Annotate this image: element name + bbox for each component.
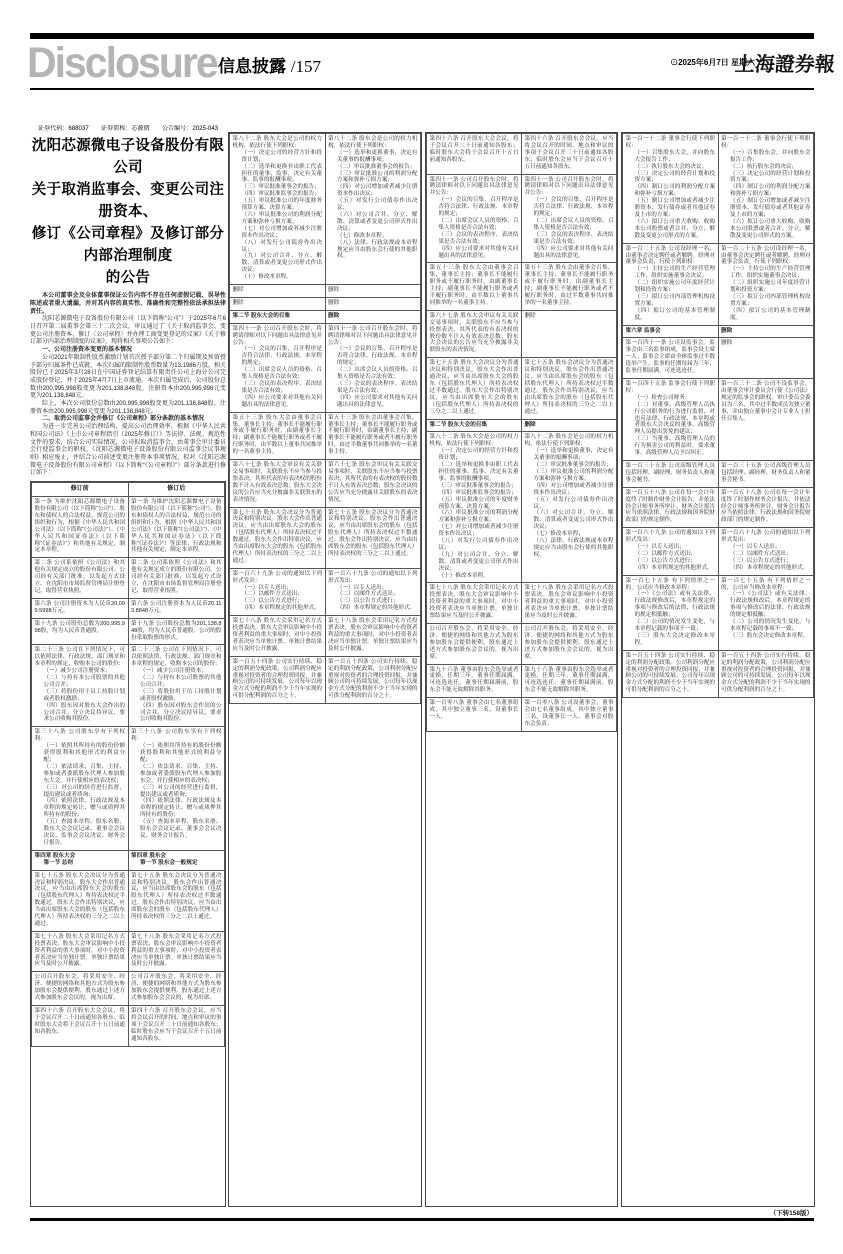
- table-row: [230, 656, 421, 703]
- table-row: [623, 243, 814, 325]
- cell-before: 第六章 监事会: [623, 325, 719, 338]
- announcement-body: [30, 293, 226, 478]
- cell-before: 第四十一条 公司召开股东会时，将聘请律师对以下问题出具法律意见并公告： （一）会议的召集、召开程序是否符合法律、行政法规、本章程的规定； （二）出席会议人员的资格、召集人资格是否合法有效； （三）会议的表决程序、表决结果是否合法有效； （四）应公司要求对其他有关问题出具的法律意见。: [230, 323, 326, 412]
- cell-after: 第一百五十四条 公司实行持续、稳定的利润分配政策，公司利润分配应重视对投资者的合理投资回报，并兼顾公司的可持续发展。公司每年以现金方式分配的利润不少于当年实现的可供分配利润的百分之十。: [718, 650, 814, 697]
- cell-before: 第一百六十九条 公司的通知以下列形式发出： （一）以专人送出； （二）以邮件方式送出； （三）以公告方式进行； （四）本章程规定的其他形式。: [230, 568, 326, 615]
- cell-before: 删除: [230, 285, 326, 298]
- cell-after: 第一百六十九条 公司的通知以下列形式发出： （一）以专人送出； （二）以邮件方式送出； （三）以公告方式进行； （四）本章程规定的其他形式。: [718, 528, 814, 575]
- revision-table-col2: [229, 133, 421, 704]
- cell-after: 第四章 股东会 第一节 股东会一般规定: [128, 850, 225, 870]
- cell-after: 公司召开股东会，将采用安全、经济、便捷的网络和其他方式为股东参加股东会提供便利。股东通过上述方式参加股东会会议的，视为出席。: [522, 624, 617, 665]
- table-row: [623, 487, 814, 528]
- cell-after: 第六条 公司注册资本为人民币20,113.8848万元。: [128, 598, 225, 618]
- revision-table-wrap-4: [621, 132, 815, 1207]
- cell-after: 第一条 为维护沈阳芯源微电子设备股份有限公司（以下简称“公司”）、股东和债权人的合法权益，规范公司的组织和行为，根据《中华人民共和国公司法》（以下简称“《公司法》”）、《中华人民共和国证券法》（以下简称“《证券法》”）等法律、行政法规和其他有关规定，制定本章程。: [128, 497, 225, 558]
- cell-before: 第一条 为维护沈阳芯源微电子设备股份有限公司（以下简称“公司”）、股东和债权人的合法权益，规范公司的组织和行为，根据《中华人民共和国公司法》（以下简称“《公司法》”）、《中华人民共和国证券法》（以下简称“《证券法》”）和其他有关规定，制定本章程。: [32, 497, 129, 558]
- cell-after: 第四十六条 召开股东会会议，应当将会议召开的时间、地点和审议的事项于会议召开二十日前通知各股东；临时股东会应当于会议召开十五日前通知各股东。: [128, 1006, 225, 1047]
- cell-after: 第一百七十五条 有下列情形之一的，公司应当修改本章程： （一）《公司法》或有关法律、行政法规修改后，本章程规定的事项与修改后的法律、行政法规的规定相抵触； （二）公司的情况发生变化，与本章程记载的事项不一致； （三）股东会决定修改本章程。: [718, 575, 814, 650]
- revision-table-col4: [622, 133, 814, 698]
- cell-before: 删除: [230, 297, 326, 310]
- cell-before: 第四十六条 召开股东大会会议，将于会议召开二十日前通知各股东；临时股东大会将于会议召开十五日前通知各股东。: [427, 134, 522, 175]
- cell-after: 第一百零八条 公司设董事会，董事会由七名董事组成，其中独立董事三名，设董事长一人。董事会对股东会负责。: [522, 698, 617, 732]
- cell-before: 第一百五十八条 公司在每一会计年度终了时制作财务会计报告，并依法经会计师事务所审计。财务会计报告应当依照法律、行政法规和国务院财政部门的规定制作。: [623, 487, 719, 528]
- table-row: [623, 325, 814, 338]
- table-row: [427, 698, 617, 732]
- table-row: [623, 338, 814, 379]
- cell-after: 第二条 公司系依照《公司法》和其他有关规定成立的股份有限公司。公司经有关部门批准，以发起方式设立，在沈阳市市场监督管理局注册登记，取得营业执照。: [128, 558, 225, 599]
- table-row: [32, 558, 225, 599]
- table-row: [623, 575, 814, 650]
- cell-before: 第一百六十九条 公司的通知以下列形式发出： （一）以专人送出； （二）以邮件方式送出； （三）以公告方式进行； （四）本章程规定的其他形式。: [623, 528, 719, 575]
- bottom-rule: [30, 1218, 814, 1221]
- title-line: 沈阳芯源微电子设备股份有限公司: [31, 138, 225, 177]
- cell-before: 第六条 公司注册资本为人民币20,099.5998万元。: [32, 598, 129, 618]
- cell-before: 第七十五条 股东大会决议分为普通决议和特别决议。股东大会作出普通决议，应当由出席股东大会的股东（包括股东代理人）所持表决权过半数通过。股东大会作出特别决议，应当由出席股东大会的股东（包括股东代理人）所持表决权的三分之二以上通过。: [230, 507, 326, 568]
- cell-after: 第四十六条 召开股东会会议，应当将会议召开的时间、地点和审议的事项于会议召开二十日前通知各股东；临时股东会应当于会议召开十五日前通知各股东。: [522, 134, 617, 175]
- cell-before: 公司召开股东会，将采用安全、经济、便捷的网络和其他方式为股东参加股东会提供便利。股东通过上述方式参加股东会会议的，视为出席。: [427, 624, 522, 665]
- section-heading: 二、取消公司监事会并修订《公司章程》部分条款的基本情况: [42, 416, 205, 423]
- cell-before: 第四章 股东大会 第一节 总则: [32, 850, 129, 870]
- revision-table-col3: [426, 133, 617, 732]
- cell-after: 第十九条 公司股份总数为201,138,848股，均为人民币普通股。公司的股份采取股票的形式。: [128, 618, 225, 645]
- cell-before: 第十九条 公司股份总数为200,995,998股，均为人民币普通股。: [32, 618, 129, 645]
- cell-before: 第二十三条 公司在下列情况下，可以依照法律、行政法规、部门规章和本章程的规定，收购本公司的股份： （一）减少公司注册资本； （二）与持有本公司股票的其他公司合并； （三）将股份用于员工持股计划或者股权激励； （四）股东因对股东大会作出的公司合并、分立决议持异议，要求公司收购其股份。: [32, 645, 129, 727]
- table-row: [230, 297, 421, 310]
- cell-after: 第九十六条 董事由股东会选举或者更换，任期三年。董事任期届满，可连选连任。董事任期届满前，股东会不能无故解除其职务。: [522, 664, 617, 698]
- table-row: [623, 134, 814, 244]
- cell-before: 第一百四十五条 监事会行使下列职权： （一）检查公司财务； （二）对董事、高级管理人员执行公司职务的行为进行监督，对违反法律、行政法规、本章程或者股东大会决议的董事、高级管理人员提出罢免的建议； （三）当董事、高级管理人员的行为损害公司的利益时，要求董事、高级管理人员予以纠正。: [623, 379, 719, 461]
- cell-after: 第七十八条 股东会采用记名方式投票表决。股东会审议影响中小投资者利益的重大事项时，对中小投资者表决应当单独计票。单独计票结果应当及时公开披露。: [522, 583, 617, 624]
- table-row: [427, 664, 617, 698]
- title-line: 的公告: [105, 270, 151, 287]
- table-row: [230, 134, 421, 285]
- cell-before: 第七十八条 股东大会采用记名方式投票表决。股东大会审议影响中小投资者利益的重大事项时，对中小投资者表决应当单独计票。单独计票结果应当及时公开披露。: [427, 583, 522, 624]
- paragraph: 为进一步完善公司治理结构，提高公司治理效率，根据《中华人民共和国公司法》《上市公司章程指引（2025年修订）》等法律、法规、规范性文件的要求，结合公司实际情况，公司拟取消监事会，由董事会审计委员会行使监事会的职权，《沈阳芯源微电子设备股份有限公司监事会议事规则》相应废止，并结合公司前述变更注册资本事项情况，拟对《沈阳芯源微电子设备股份有限公司章程》（以下简称“《公司章程》”）部分条款进行修订如下：: [30, 424, 226, 477]
- cell-before: 第七十五条 股东大会决议分为普通决议和特别决议。股东大会作出普通决议，应当由出席股东大会的股东（包括股东代理人）所持表决权过半数通过。股东大会作出特别决议，应当由出席股东大会的股东（包括股东代理人）所持表决权的三分之二以上通过。: [32, 870, 129, 931]
- cell-after: 删除: [325, 297, 421, 310]
- cell-before: 第九十六条 董事由股东会选举或者更换，任期三年。董事任期届满，可连选连任。董事任期届满前，股东会不能无故解除其职务。: [427, 664, 522, 698]
- table-row: [230, 568, 421, 615]
- cell-after: 删除: [522, 310, 617, 357]
- cell-after: 第七十八条 股东会采用记名方式投票表决。股东会审议影响中小投资者利益的重大事项时，对中小投资者表决应当单独计票。单独计票结果应当及时公开披露。: [128, 931, 225, 972]
- table-row: [32, 598, 225, 618]
- cell-before: 第五十三条 股东大会由董事会召集，董事长主持；董事长不能履行职务或不履行职务时，由副董事长主持；副董事长不能履行职务或者不履行职务时，由半数以上董事共同推举的一名董事主持。: [230, 412, 326, 459]
- cell-after: 第一百五十八条 公司在每一会计年度终了时制作财务会计报告，并依法经会计师事务所审计。财务会计报告应当依照法律、行政法规和国务院财政部门的规定制作。: [718, 487, 814, 528]
- cell-after: 第四十一条 公司召开股东会时，将聘请律师对以下问题出具法律意见并公告： （一）会议的召集、召开程序是否符合法律、行政法规、本章程的规定； （二）出席会议人员的资格、召集人资格是否合法有效； （三）会议的表决程序、表决结果是否合法有效； （四）应公司要求对其他有关问题出具的法律意见。: [325, 323, 421, 412]
- table-row: [230, 310, 421, 323]
- revision-table-col1: [31, 482, 225, 1046]
- cell-before: 公司召开股东会，将采用安全、经济、便捷的网络和其他方式为股东参加股东会提供便利。股东通过上述方式参加股东会会议的，视为出席。: [32, 972, 129, 1006]
- table-row: [32, 931, 225, 972]
- table-row: [230, 412, 421, 459]
- cell-after: 第五十三条 股东会由董事会召集，董事长主持；董事长不能履行职务或不履行职务时，由副董事长主持；副董事长不能履行职务或者不履行职务时，由过半数董事共同推举的一名董事主持。: [522, 263, 617, 310]
- cell-after: 第二十三条 公司在下列情况下，可以依照法律、行政法规、部门规章和本章程的规定，收购本公司的股份： （一）减少公司注册资本； （二）与持有本公司股票的其他公司合并； （三）将股份用于员工持股计划或者股权激励； （四）股东因对股东会作出的公司合并、分立决议持异议，要求公司收购其股份。: [128, 645, 225, 727]
- page-number: /157: [290, 57, 321, 76]
- table-row: [230, 285, 421, 298]
- header-before: 修订前: [32, 483, 129, 497]
- table-row: [230, 460, 421, 507]
- cell-after: 删除: [718, 338, 814, 379]
- cell-before: 第一百零八条 董事会由七名董事组成，其中独立董事三名，设董事长一人。: [427, 698, 522, 732]
- table-row: [32, 497, 225, 558]
- announcement-title: [30, 135, 226, 289]
- table-row: [32, 727, 225, 850]
- cell-before: 第八十二条 股东大会是公司的权力机构，依法行使下列职权： （一）决定公司的经营方针和投资计划； （二）选举和更换非由职工代表担任的董事、监事，决定有关董事、监事的报酬事项； （三）审议批准董事会的报告； （四）审议批准监事会的报告； （五）审议批准公司的年度财务预算方案、决算方案； （六）审议批准公司的利润分配方案和弥补亏损方案； （七）对公司增加或者减少注册资本作出决议； （八）对发行公司债券作出决议； （九）对公司合并、分立、解散、清算或者变更公司形式作出决议； （十）修改本章程。: [230, 134, 326, 285]
- cell-after: 第五十三条 股东会由董事会召集，董事长主持；董事长不能履行职务或不履行职务时，由副董事长主持；副董事长不能履行职务或者不履行职务时，由过半数董事共同推举的一名董事主持。: [325, 412, 421, 459]
- table-row: [427, 624, 617, 665]
- cell-before: 第二节 股东大会的召集: [230, 310, 326, 323]
- table-row: [623, 650, 814, 697]
- cell-after: 第七十五条 股东会决议分为普通决议和特别决议。股东会作出普通决议，应当由出席股东会的股东（包括股东代理人）所持表决权过半数通过。股东会作出特别决议，应当由出席股东会的股东（包括股东代理人）所持表决权的三分之二以上通过。: [522, 358, 617, 419]
- stock-code-line: 证券代码：688037 证券简称：芯源微 公告编号：2025-043: [37, 125, 219, 132]
- table-row: [427, 174, 617, 263]
- cell-after: 第四十一条 公司召开股东会时，将聘请律师对以下问题出具法律意见并公告： （一）会议的召集、召开程序是否符合法律、行政法规、本章程的规定； （二）出席会议人员的资格、召集人资格是否合法有效； （三）会议的表决程序、表决结果是否合法有效； （四）应公司要求对其他有关问题出具的法律意见。: [522, 174, 617, 263]
- cell-before: 第二条 公司系依照《公司法》和其他有关规定成立的股份有限公司。公司经有关部门批准，以发起方式设立，在沈阳市市场监督管理局注册登记，取得营业执照。: [32, 558, 129, 599]
- cell-before: 第四十六条 召开股东大会会议，将于会议召开二十日前通知各股东；临时股东大会将于会议召开十五日前通知各股东。: [32, 1006, 129, 1047]
- table-row: [623, 379, 814, 461]
- cell-after: 第一百三十五条 公司高级管理人员包括经理、副经理、财务负责人和董事会秘书。: [718, 460, 814, 487]
- revision-table-wrap-3: [425, 132, 618, 1207]
- table-row: [427, 134, 617, 175]
- cell-after: 删除: [718, 325, 814, 338]
- header-rule: [30, 88, 814, 90]
- cell-before: 第三十八条 公司股东享有下列权利： （一）依照其所持有的股份份额获得股利和其他形式的利益分配； （二）依法请求、召集、主持、参加或者委派股东代理人参加股东大会，并行使相应的表决权； （三）对公司的经营进行监督，提出建议或者质询； （四）依照法律、行政法规及本章程的规定转让、赠与或质押其所持有的股份； （五）查阅本章程、股东名册、股东大会会议记录、董事会会议决议、监事会会议决议、财务会计报告。: [32, 727, 129, 850]
- section-label: 信息披露: [218, 57, 286, 76]
- header-after: 修订后: [128, 483, 225, 497]
- table-row: [32, 645, 225, 727]
- table-row: [230, 507, 421, 568]
- date-line: ⊙2025年6月7日 星期六: [670, 58, 755, 67]
- title-line: 关于取消监事会、变更公司注册资本、: [31, 182, 225, 221]
- title-line: 修订《公司章程》及修订部分内部治理制度: [31, 226, 225, 265]
- cell-before: 第五十三条 股东大会由董事会召集，董事长主持；董事长不能履行职务或不履行职务时，由副董事长主持；副董事长不能履行职务或者不履行职务时，由半数以上董事共同推举的一名董事主持。: [427, 263, 522, 310]
- cell-after: 第六十七条 股东会审议有关关联交易事项时，关联股东不应当参与投票表决，其所代表的有表决权的股份数不计入有效表决总数；股东会决议的公告应当充分披露非关联股东的表决情况。: [325, 460, 421, 507]
- cell-after: 第一百一十二条 董事会行使下列职权： （一）召集股东会，并向股东会报告工作； （二）执行股东会的决议； （三）决定公司的经营计划和投资方案； （四）制订公司的利润分配方案和弥补亏损方案； （五）制订公司增加或者减少注册资本、发行债券或者其他证券及上市的方案； （六）拟订公司重大收购、收购本公司股票或者合并、分立、解散及变更公司形式的方案。: [718, 134, 814, 244]
- table-row: [427, 419, 617, 432]
- table-row: [32, 618, 225, 645]
- table-row: [427, 583, 617, 624]
- table-row: [32, 850, 225, 870]
- cell-before: 第一百一十二条 董事会行使下列职权： （一）召集股东大会，并向股东大会报告工作； （二）执行股东大会的决议； （三）决定公司的经营计划和投资方案； （四）制订公司的利润分配方案和弥补亏损方案； （五）制订公司增加或者减少注册资本、发行债券或者其他证券及上市的方案； （六）拟订公司重大收购、收购本公司股票或者合并、分立、解散及变更公司形式的方案。: [623, 134, 719, 244]
- cell-after: 删除: [325, 285, 421, 298]
- column-3: [425, 132, 618, 1207]
- cell-after: 第七十五条 股东会决议分为普通决议和特别决议。股东会作出普通决议，应当由出席股东会的股东（包括股东代理人）所持表决权过半数通过。股东会作出特别决议，应当由出席股东会的股东（包括股东代理人）所持表决权的三分之二以上通过。: [128, 870, 225, 931]
- revision-table-wrap-2: [228, 132, 422, 1207]
- cell-before: 第一百五十四条 公司实行持续、稳定的利润分配政策，公司利润分配应重视对投资者的合理投资回报，并兼顾公司的可持续发展。公司每年以现金方式分配的利润不少于当年实现的可供分配利润的百分之十。: [230, 656, 326, 703]
- masthead-disclosure: Disclosure: [27, 38, 217, 87]
- cell-before: 第一百七十五条 有下列情形之一的，公司应当修改本章程： （一）《公司法》或有关法律、行政法规修改后，本章程规定的事项与修改后的法律、行政法规的规定相抵触； （二）公司的情况发生变化，与本章程记载的事项不一致； （三）股东大会决定修改本章程。: [623, 575, 719, 650]
- section-title: [218, 52, 321, 77]
- table-row: [427, 263, 617, 310]
- cell-before: 第一百四十一条 公司设监事会。监事会由三名监事组成，监事会设主席一人。监事会主席由全体监事过半数选举产生。监事的任期每届为三年，监事任期届满，可连选连任。: [623, 338, 719, 379]
- cell-before: 第四十一条 公司召开股东会时，将聘请律师对以下问题出具法律意见并公告： （一）会议的召集、召开程序是否符合法律、行政法规、本章程的规定； （二）出席会议人员的资格、召集人资格是否合法有效； （三）会议的表决程序、表决结果是否合法有效； （四）应公司要求对其他有关问题出具的法律意见。: [427, 174, 522, 263]
- paragraph: 综上，本次公司股份总数由200,995,998股变更为201,138,848股，注册资本由200,995,998元变更为201,138,848元。: [30, 401, 226, 415]
- cell-after: 第七十五条 股东会决议分为普通决议和特别决议。股东会作出普通决议，应当由出席股东会的股东（包括股东代理人）所持表决权过半数通过。股东会作出特别决议，应当由出席股东会的股东（包括股东代理人）所持表决权的三分之二以上通过。: [325, 507, 421, 568]
- cell-after: 第一百二十五条 公司设经理一名，由董事会决定聘任或者解聘。经理对董事会负责，行使下列职权： （一）主持公司的生产经营管理工作，组织实施董事会决议； （二）组织实施公司年度经营计划和投资方案； （三）拟订公司内部管理机构设置方案； （四）拟订公司的基本管理制度。: [718, 243, 814, 325]
- table-row: [32, 870, 225, 931]
- cell-after: 第一百五十四条 公司实行持续、稳定的利润分配政策，公司利润分配应重视对投资者的合理投资回报，并兼顾公司的可持续发展。公司每年以现金方式分配的利润不少于当年实现的可供分配利润的百分之十。: [325, 656, 421, 703]
- newspaper-name: 上海證券報: [734, 52, 836, 76]
- cell-after: 第一百六十九条 公司的通知以下列形式发出： （一）以专人送出； （二）以邮件方式送出； （三）以公告方式进行； （四）本章程规定的其他形式。: [325, 568, 421, 615]
- cell-after: 第一百三十二条 公司不设监事会，由董事会审计委员会行使《公司法》规定的监事会的职权。审计委员会委员为三名，其中过半数成员为独立董事，并由独立董事中会计专业人士担任召集人。: [718, 379, 814, 461]
- table-row: [427, 310, 617, 357]
- paragraph: 公司2021年限制性股票激励计划首次授予部分第二个归属期及预留授予部分归属条件已成就，本次归属的限制性股票数量为13.1986万股，相关股份已于2025年3月28日在中国证券登记结算有限责任公司上海分公司完成股份登记，并于2025年4月7日上市流通。本次归属完成后，公司股份总数由200,995,998股变更为201,138,848股，注册资本由200,995,998元变更为201,138,848元。: [30, 354, 226, 400]
- table-row: [427, 432, 617, 583]
- table-row: [623, 528, 814, 575]
- paragraph: 沈阳芯源微电子设备股份有限公司（以下简称“公司”）于2025年6月6日召开第二届董事会第三十二次会议，审议通过了《关于取消监事会、变更公司注册资本、修订〈公司章程〉并办理工商变更登记的议案》《关于修订部分内部治理制度的议案》，现将相关事项公告如下：: [30, 316, 226, 346]
- revision-table-wrap-1: [30, 481, 226, 1207]
- cell-after: 第八十二条 股东会是公司的权力机构，依法行使下列职权： （一）选举和更换董事，决定有关董事的报酬事项； （二）审议批准董事会的报告； （三）审议批准公司的利润分配方案和弥补亏损方案； （四）对公司增加或者减少注册资本作出决议； （五）对发行公司债券作出决议； （六）对公司合并、分立、解散、清算或者变更公司形式作出决议； （七）修改本章程； （八）法律、行政法规或本章程规定应当由股东会行使的其他职权。: [325, 134, 421, 285]
- cell-after: 第八十二条 股东会是公司的权力机构，依法行使下列职权： （一）选举和更换董事，决定有关董事的报酬事项； （二）审议批准董事会的报告； （三）审议批准公司的利润分配方案和弥补亏损方案； （四）对公司增加或者减少注册资本作出决议； （五）对发行公司债券作出决议； （六）对公司合并、分立、解散、清算或者变更公司形式作出决议； （七）修改本章程； （八）法律、行政法规或本章程规定应当由股东会行使的其他职权。: [522, 432, 617, 583]
- table-row: [230, 616, 421, 657]
- paragraph: 本公司董事会及全体董事保证公告内容不存在任何虚假记载、误导性陈述或者重大遗漏，并对其内容的真实性、准确性和完整性依法承担法律责任。: [30, 293, 226, 315]
- column-2: [228, 132, 422, 1207]
- column-1: [30, 125, 226, 1207]
- cell-after: 第三十八条 公司股东享有下列权利： （一）依照其所持有的股份份额获得股利和其他形式的利益分配； （二）依法请求、召集、主持、参加或者委派股东代理人参加股东会，并行使相应的表决权； （三）对公司的经营进行监督，提出建议或者质询； （四）依照法律、行政法规及本章程的规定转让、赠与或质押其所持有的股份； （五）查阅本章程、股东名册、股东会会议记录、董事会会议决议、财务会计报告。: [128, 727, 225, 850]
- continued-on-page-note: （下转158版）: [769, 1210, 813, 1217]
- cell-after: 删除: [325, 310, 421, 323]
- table-header-row: [32, 483, 225, 497]
- table-row: [32, 1006, 225, 1047]
- cell-before: 第六十七条 股东大会审议有关关联交易事项时，关联股东不应当参与投票表决，其所代表的有表决权的股份数不计入有效表决总数；股东大会决议的公告应当充分披露非关联股东的表决情况。: [230, 460, 326, 507]
- table-row: [230, 323, 421, 412]
- cell-before: 第一百二十五条 公司设经理一名，由董事会决定聘任或者解聘。经理对董事会负责，行使下列职权： （一）主持公司的生产经营管理工作，组织实施董事会决议； （二）组织实施公司年度经营计划和投资方案； （三）拟订公司内部管理机构设置方案； （四）拟订公司的基本管理制度。: [623, 243, 719, 325]
- section-heading: 一、公司注册资本变更的基本情况: [42, 347, 133, 354]
- table-row: [32, 972, 225, 1006]
- cell-after: 删除: [522, 419, 617, 432]
- table-row: [623, 460, 814, 487]
- table-row: [427, 358, 617, 419]
- cell-after: 公司召开股东会，将采用安全、经济、便捷的网络和其他方式为股东参加股东会提供便利。股东通过上述方式参加股东会会议的，视为出席。: [128, 972, 225, 1006]
- cell-before: 第一百三十五条 公司高级管理人员包括经理、副经理、财务负责人和董事会秘书。: [623, 460, 719, 487]
- column-4: [621, 132, 815, 1207]
- cell-before: 第七十八条 股东大会采用记名方式投票表决。股东大会审议影响中小投资者利益的重大事项时，对中小投资者表决应当单独计票。单独计票结果应当及时公开披露。: [32, 931, 129, 972]
- cell-before: 第七十五条 股东大会决议分为普通决议和特别决议。股东大会作出普通决议，应当由出席股东大会的股东（包括股东代理人）所持表决权过半数通过。股东大会作出特别决议，应当由出席股东大会的股东（包括股东代理人）所持表决权的三分之二以上通过。: [427, 358, 522, 419]
- cell-before: 第六十七条 股东大会审议有关关联交易事项时，关联股东不应当参与投票表决，其所代表的有表决权的股份数不计入有效表决总数；股东大会决议的公告应当充分披露非关联股东的表决情况。: [427, 310, 522, 357]
- cell-before: 第八十二条 股东大会是公司的权力机构，依法行使下列职权： （一）决定公司的经营方针和投资计划； （二）选举和更换非由职工代表担任的董事、监事，决定有关董事、监事的报酬事项； （三）审议批准董事会的报告； （四）审议批准监事会的报告； （五）审议批准公司的年度财务预算方案、决算方案； （六）审议批准公司的利润分配方案和弥补亏损方案； （七）对公司增加或者减少注册资本作出决议； （八）对发行公司债券作出决议； （九）对公司合并、分立、解散、清算或者变更公司形式作出决议； （十）修改本章程。: [427, 432, 522, 583]
- cell-before: 第一百五十四条 公司实行持续、稳定的利润分配政策，公司利润分配应重视对投资者的合理投资回报，并兼顾公司的可持续发展。公司每年以现金方式分配的利润不少于当年实现的可供分配利润的百分之十。: [623, 650, 719, 697]
- cell-before: 第二节 股东大会的召集: [427, 419, 522, 432]
- cell-after: 第七十八条 股东会采用记名方式投票表决。股东会审议影响中小投资者利益的重大事项时，对中小投资者表决应当单独计票。单独计票结果应当及时公开披露。: [325, 616, 421, 657]
- cell-before: 第七十八条 股东大会采用记名方式投票表决。股东大会审议影响中小投资者利益的重大事项时，对中小投资者表决应当单独计票。单独计票结果应当及时公开披露。: [230, 616, 326, 657]
